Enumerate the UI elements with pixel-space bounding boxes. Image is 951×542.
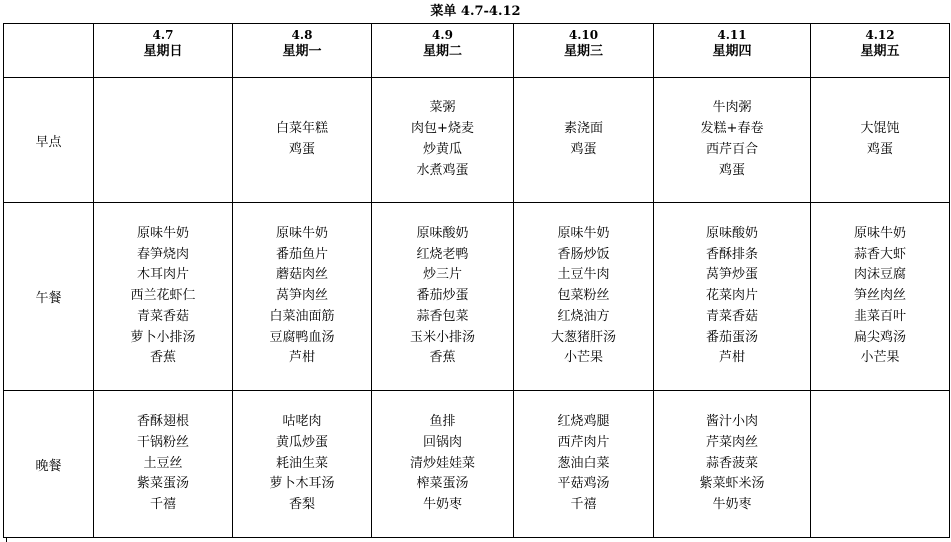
menu-item: 原味酸奶 [416,225,469,241]
menu-item: 萝卜木耳汤 [269,476,335,492]
menu-item: 番茄鱼片 [275,246,328,262]
meal-label: 晚餐 [4,391,94,538]
menu-table [3,23,950,538]
menu-item: 香蕉 [149,350,176,366]
menu-cell [514,391,654,538]
menu-cell [233,78,372,203]
header-date: 4.7 [152,28,174,42]
menu-item: 原味牛奶 [557,225,610,241]
menu-item: 芹菜肉丝 [705,434,758,450]
header-day: 星期二 [422,44,462,59]
menu-item: 大馄饨 [860,121,900,137]
header-date: 4.11 [717,28,747,42]
menu-item: 莴笋肉丝 [275,288,328,304]
menu-item: 红烧老鸭 [416,246,469,262]
menu-cell [811,391,950,538]
menu-item: 原味酸奶 [705,225,758,241]
menu-item: 鸡蛋 [718,162,745,178]
header-day: 星期一 [282,44,322,59]
menu-cell [514,203,654,391]
menu-item: 咕咾肉 [282,414,322,429]
corner-cell [4,24,94,78]
menu-item: 红烧油方 [557,308,610,324]
menu-cell [811,203,950,391]
menu-item: 小芒果 [563,350,603,366]
menu-cell [654,203,811,391]
menu-item: 西芹百合 [705,142,758,157]
menu-item: 花菜肉片 [705,288,758,304]
menu-item: 香酥翅根 [136,414,189,429]
menu-item: 水煮鸡蛋 [416,162,469,178]
menu-item: 香梨 [288,497,315,513]
menu-cell [372,203,514,391]
menu-item: 西兰花虾仁 [130,288,196,304]
menu-item: 紫菜蛋汤 [136,476,189,492]
header-cell [372,24,514,78]
menu-item: 回锅肉 [422,434,462,450]
menu-cell [233,203,372,391]
menu-item: 蒜香包菜 [416,308,469,324]
menu-item: 炒黄瓜 [422,142,462,157]
header-day: 星期五 [860,44,900,59]
menu-item: 番茄炒蛋 [416,288,469,304]
header-cell [654,24,811,78]
header-cell [233,24,372,78]
header-date: 4.10 [568,28,599,42]
menu-item: 干锅粉丝 [136,434,189,450]
menu-item: 大葱猪肝汤 [550,329,616,345]
menu-item: 土豆牛肉 [557,267,610,283]
header-date: 4.12 [865,28,895,42]
menu-item: 扁尖鸡汤 [853,329,906,345]
menu-title: 菜单 4.7-4.12 [430,4,521,19]
menu-item: 原味牛奶 [275,225,328,241]
menu-item: 牛奶枣 [712,497,752,513]
menu-item: 小芒果 [860,350,900,366]
meal-row-breakfast [4,78,950,203]
menu-item: 蒜香大虾 [853,246,906,262]
menu-item: 千禧 [149,497,176,513]
menu-item: 香肠炒饭 [557,246,610,262]
meal-row-dinner [4,391,950,538]
menu-item: 韭菜百叶 [853,308,906,324]
menu-item: 芦柑 [718,350,745,366]
header-row [4,24,950,78]
menu-cell [94,391,233,538]
menu-item: 榨菜蛋汤 [416,476,469,492]
menu-cell [372,78,514,203]
header-date: 4.8 [291,28,313,42]
menu-item: 萝卜小排汤 [130,329,196,345]
menu-item: 白菜油面筋 [269,308,335,324]
menu-item: 葱油白菜 [557,455,610,471]
menu-item: 青菜香菇 [705,308,758,324]
menu-cell [654,78,811,203]
menu-item: 炒三片 [422,267,462,283]
menu-item: 白菜年糕 [275,121,328,137]
menu-item: 鸡蛋 [570,142,597,157]
menu-item: 平菇鸡汤 [557,476,610,492]
menu-cell [372,391,514,538]
menu-item: 牛肉粥 [712,100,752,116]
menu-item: 肉沫豆腐 [853,267,906,283]
menu-item: 菜粥 [429,100,456,116]
menu-item: 鸡蛋 [866,142,893,157]
menu-item: 包菜粉丝 [557,288,610,304]
menu-item: 玉米小排汤 [409,329,475,345]
header-day: 星期日 [143,44,183,59]
menu-item: 土豆丝 [143,455,183,471]
header-day: 星期三 [563,44,603,59]
menu-item: 鸡蛋 [288,142,315,157]
text-cursor [6,537,7,542]
menu-item: 蘑菇肉丝 [275,267,328,283]
menu-item: 牛奶枣 [422,497,462,513]
menu-item: 酱汁小肉 [705,414,758,429]
menu-cell [654,391,811,538]
menu-cell [811,78,950,203]
header-day: 星期四 [712,44,752,59]
menu-cell [514,78,654,203]
header-cell [811,24,950,78]
menu-item: 蒜香菠菜 [705,455,758,471]
meal-label: 午餐 [4,203,94,391]
meal-row-lunch [4,203,950,391]
menu-item: 鱼排 [429,414,456,429]
menu-item: 芦柑 [288,350,315,366]
header-date: 4.9 [432,28,453,42]
menu-item: 素浇面 [563,121,603,137]
menu-item: 红烧鸡腿 [557,414,610,429]
menu-item: 原味牛奶 [136,225,189,241]
menu-item: 原味牛奶 [853,225,906,241]
menu-item: 耗油生菜 [275,455,328,471]
menu-item: 莴笋炒蛋 [705,267,758,283]
menu-item: 清炒娃娃菜 [409,455,475,471]
menu-item: 西芹肉片 [557,434,610,450]
meal-label: 早点 [4,78,94,203]
menu-item: 香蕉 [429,350,456,366]
menu-item: 木耳肉片 [136,267,189,283]
header-cell [94,24,233,78]
menu-item: 春笋烧肉 [136,246,189,262]
menu-item: 香酥排条 [705,246,758,262]
menu-item: 笋丝肉丝 [853,288,906,304]
menu-item: 黄瓜炒蛋 [275,434,328,450]
menu-cell [233,391,372,538]
menu-item: 青菜香菇 [136,308,189,324]
menu-cell [94,78,233,203]
menu-item: 肉包+烧麦 [411,121,474,137]
header-cell [514,24,654,78]
menu-item: 发糕+春卷 [700,121,764,137]
menu-item: 千禧 [570,497,597,513]
menu-item: 紫菜虾米汤 [699,476,765,492]
menu-cell [94,203,233,391]
menu-item: 番茄蛋汤 [705,329,758,345]
menu-item: 豆腐鸭血汤 [269,329,335,345]
